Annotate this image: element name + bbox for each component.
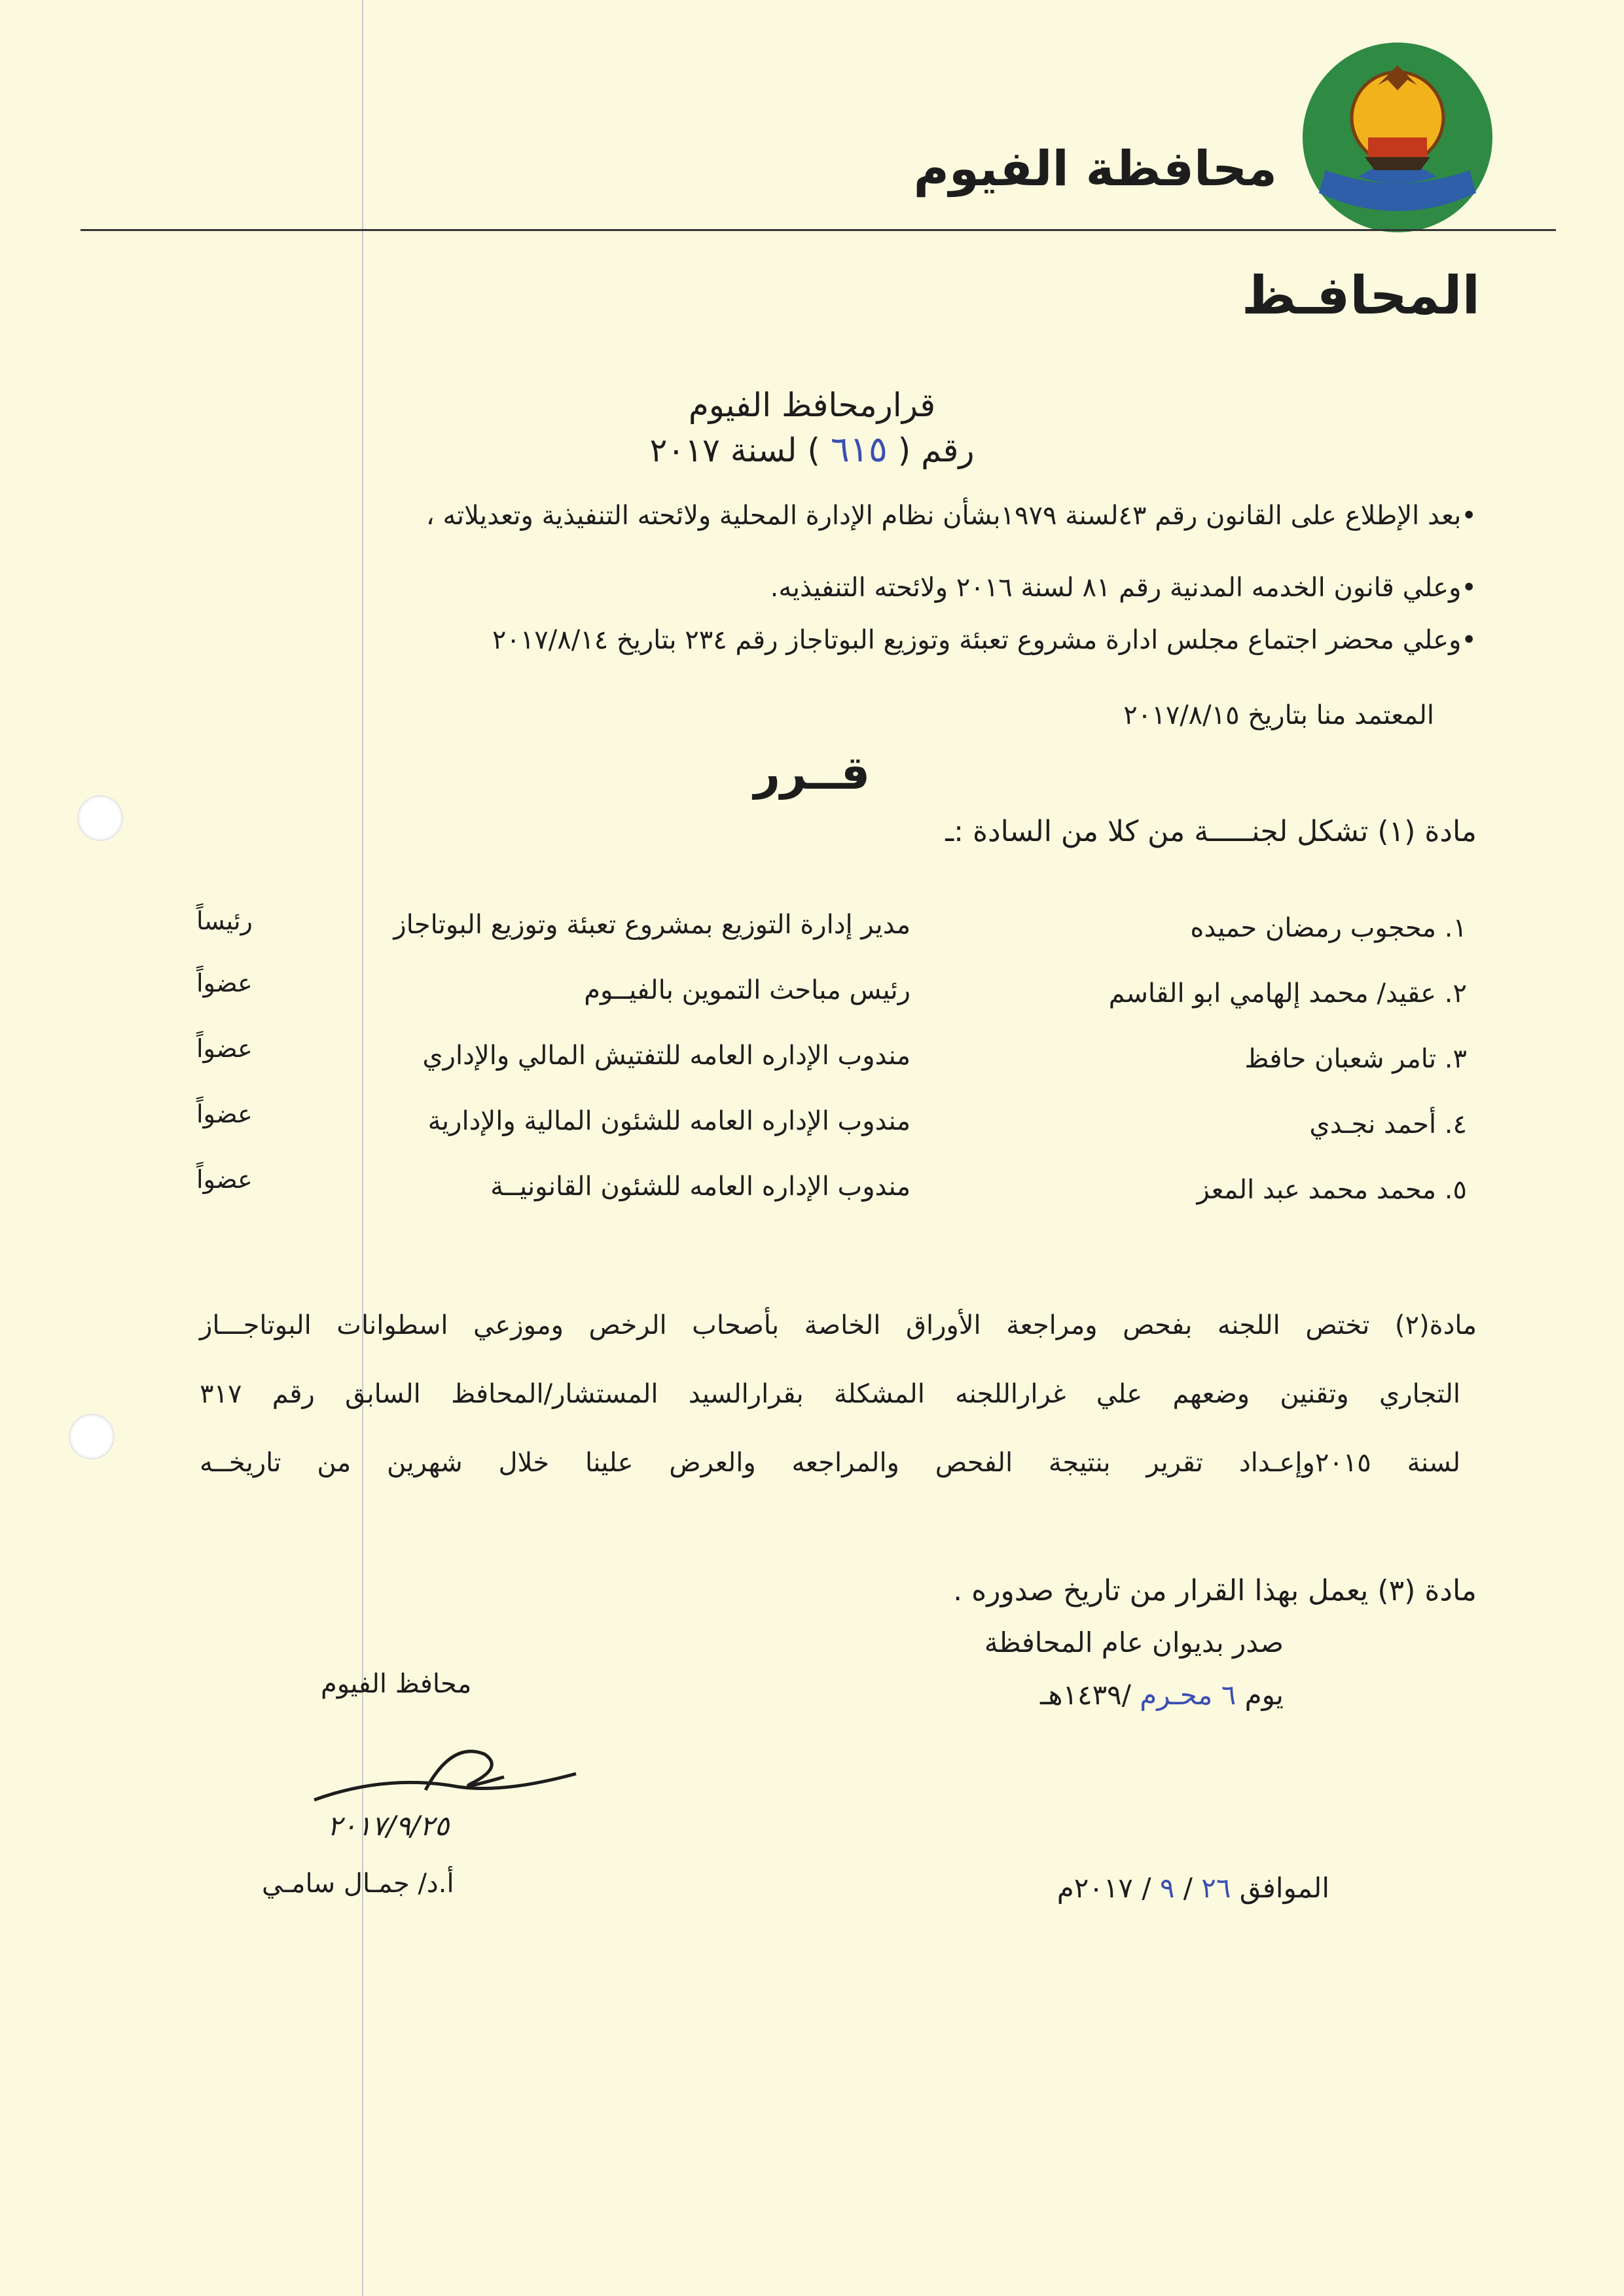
issued-day-label: يوم (1244, 1679, 1284, 1711)
article-1: مادة (١) تشكل لجنـــــة من كلا من السادة :ـ (945, 815, 1477, 848)
signature-handwritten-date: ٢٠١٧/٩/٢٥ (327, 1810, 450, 1842)
decree-number-handwritten: ٦١٥ (830, 429, 888, 470)
decree-number-prefix: رقم ( (897, 431, 975, 469)
member-5-name: ٥. محمد محمد عبد المعز (1197, 1175, 1467, 1205)
signature-scribble (308, 1728, 583, 1820)
member-4-position: عضواً (196, 1100, 253, 1128)
article-3: مادة (٣) يعمل بهذا القرار من تاريخ صدوره . (953, 1574, 1477, 1607)
issued-hijri-date (1040, 1679, 1284, 1711)
signatory-name: أ.د/ جمـال سامـي (262, 1869, 454, 1899)
issued-day-handwritten: ٦ محـرم (1140, 1679, 1236, 1711)
article-2-line-1: مادة(٢) تختص اللجنه بفحص ومراجعة الأوراق الخاصة بأصحاب الرخص وموزعي اسطوانات البوتاجـــاز (200, 1310, 1477, 1340)
member-3-role: مندوب الإداره العامه للتفتيش المالي والإداري (422, 1041, 911, 1071)
page-fold-line (362, 0, 363, 2296)
member-2-role: رئيس مباحث التموين بالفيــوم (584, 975, 911, 1005)
member-3-name: ٣. تامر شعبان حافظ (1244, 1044, 1467, 1074)
governorate-logo (1299, 39, 1496, 236)
issued-line: صدر بديوان عام المحافظة (984, 1626, 1284, 1659)
decree-title: قرارمحافظ الفيوم (688, 386, 936, 424)
member-1-role: مدير إدارة التوزيع بمشروع تعبئة وتوزيع البوتاجاز (393, 910, 911, 940)
gregorian-month-handwritten: ٩ (1159, 1872, 1175, 1904)
member-3-position: عضواً (196, 1034, 253, 1063)
header-rule (81, 229, 1556, 231)
punch-hole-bottom (69, 1414, 115, 1460)
member-5-position: عضواً (196, 1165, 253, 1194)
gregorian-year: ٢٠١٧م (1056, 1872, 1133, 1904)
preamble-law-81: •وعلي قانون الخدمه المدنية رقم ٨١ لسنة ٢٠١٦ ولائحته التنفيذيه. (770, 573, 1477, 603)
decree-number-line (0, 429, 1624, 470)
member-2-position: عضواً (196, 969, 253, 997)
member-2-name: ٢. عقيد/ محمد إلهامي ابو القاسم (1108, 978, 1467, 1009)
office-title: المحافـظ (1241, 265, 1480, 326)
issued-hijri-year: /١٤٣٩هـ (1040, 1679, 1131, 1711)
preamble-meeting: •وعلي محضر اجتماع مجلس ادارة مشروع تعبئة وتوزيع البوتاجاز رقم ٢٣٤ بتاريخ ٢٠١٧/٨/١٤ (492, 625, 1477, 655)
gregorian-label: الموافق (1239, 1872, 1329, 1904)
member-4-role: مندوب الإداره العامه للشئون المالية والإدارية (427, 1106, 911, 1136)
member-4-name: ٤. أحمد نجـدي (1309, 1109, 1467, 1139)
article-2-line-3: لسنة ٢٠١٥وإعـداد تقرير بنتيجة الفحص والمراجعه والعرض علينا خلال شهرين من تاريخــه (200, 1448, 1461, 1478)
signatory-title: محافظ الفيوم (321, 1669, 472, 1699)
preamble-approved: المعتمد منا بتاريخ ٢٠١٧/٨/١٥ (1123, 700, 1434, 730)
member-1-position: رئيساً (196, 906, 253, 935)
member-1-name: ١. محجوب رمضان حميده (1190, 913, 1467, 943)
issued-gregorian-date: الموافق ٢٦ / ٩ / ٢٠١٧م (1056, 1872, 1329, 1904)
decree-number-suffix: ) لسنة ٢٠١٧ (649, 431, 820, 469)
article-2-line-2: التجاري وتقنين وضعهم علي غراراللجنه المشكلة بقرارالسيد المستشار/المحافظ السابق رقم ٣١٧ (200, 1379, 1460, 1409)
decided-heading: قــرر (753, 746, 871, 800)
member-5-role: مندوب الإداره العامه للشئون القانونيــة (490, 1172, 911, 1202)
governorate-header: محافظة الفيوم (913, 141, 1277, 197)
gregorian-day-handwritten: ٢٦ (1201, 1872, 1231, 1904)
preamble-law-43: •بعد الإطلاع على القانون رقم ٤٣لسنة ١٩٧٩بشأن نظام الإدارة المحلية ولائحته التنفيذية وتعديلاته ، (425, 501, 1477, 531)
punch-hole-top (77, 795, 123, 841)
